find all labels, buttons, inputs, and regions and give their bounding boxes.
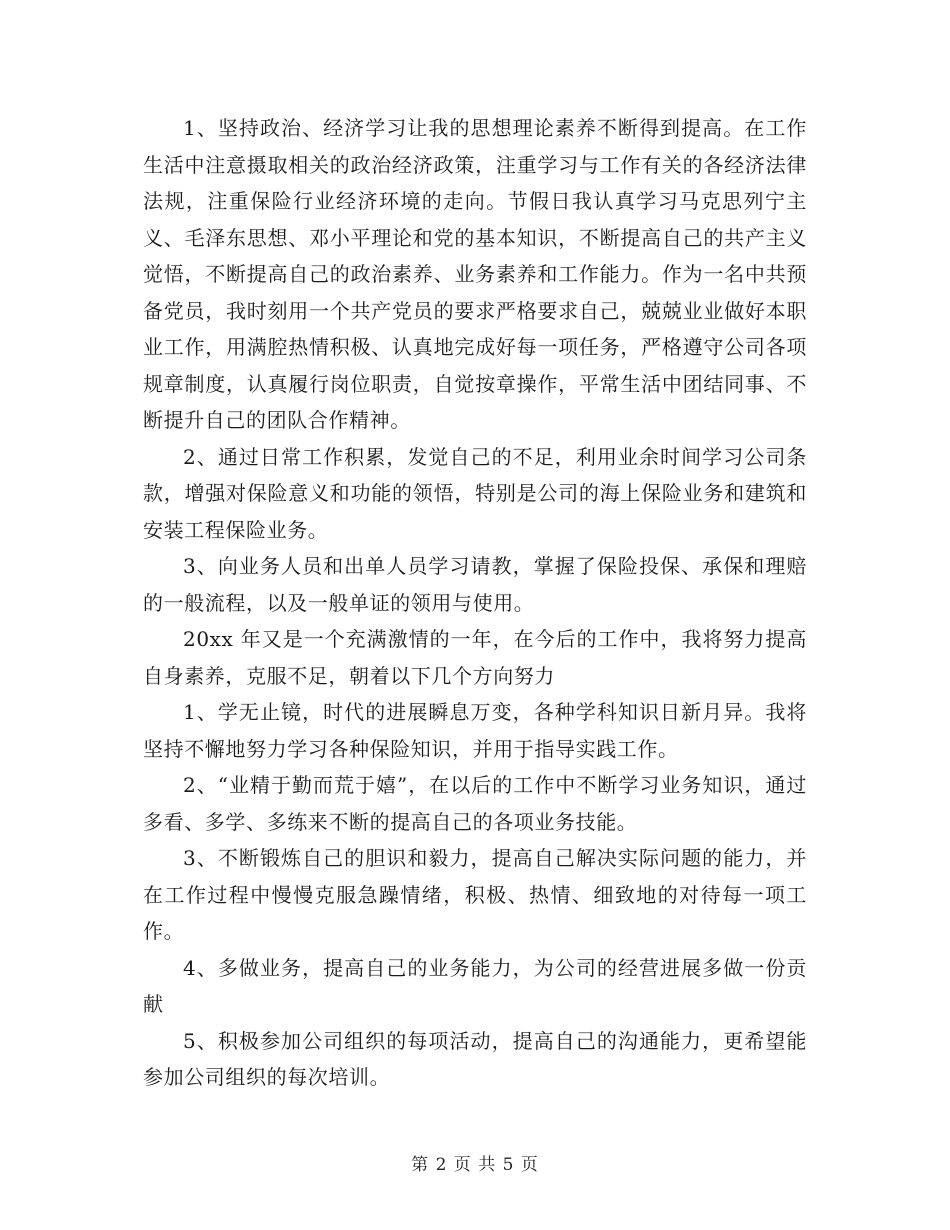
- paragraph-goal-5: 5、积极参加公司组织的每项活动，提高自己的沟通能力，更希望能参加公司组织的每次培训。: [143, 1028, 807, 1089]
- page-number-footer: 第 2 页 共 5 页: [411, 1155, 539, 1175]
- paragraph-new-year-goals: 20xx 年又是一个充满激情的一年，在今后的工作中，我将努力提高自身素养，克服不足，朝着以下几个方向努力: [143, 627, 807, 688]
- paragraph-learn-from-staff: 3、向业务人员和出单人员学习请教，掌握了保险投保、承保和理赔的一般流程，以及一般单证的领用与使用。: [143, 554, 807, 615]
- paragraph-goal-3: 3、不断锻炼自己的胆识和毅力，提高自己解决实际问题的能力，并在工作过程中慢慢克服急躁情绪，积极、热情、细致地的对待每一项工作。: [143, 846, 807, 943]
- paragraph-work-accumulation: 2、通过日常工作积累，发觉自己的不足，利用业余时间学习公司条款，增强对保险意义和功能的领悟，特别是公司的海上保险业务和建筑和安装工程保险业务。: [143, 444, 807, 542]
- document-body: [143, 110, 807, 1096]
- paragraph-goal-4: 4、多做业务，提高自己的业务能力，为公司的经营进展多做一份贡献: [143, 955, 807, 1016]
- paragraph-goal-2: 2、“业精于勤而荒于嬉”，在以后的工作中不断学习业务知识，通过多看、多学、多练来不断的提高自己的各项业务技能。: [143, 773, 807, 834]
- paragraph-goal-1: 1、学无止镜，时代的进展瞬息万变，各种学科知识日新月异。我将坚持不懈地努力学习各种保险知识，并用于指导实践工作。: [143, 700, 807, 761]
- paragraph-political-study: 1、坚持政治、经济学习让我的思想理论素养不断得到提高。在工作生活中注意摄取相关的政治经济政策，注重学习与工作有关的各经济法律法规，注重保险行业经济环境的走向。节假日我认真学习马克思列宁主义、毛泽东思想、邓小平理论和党的基本知识，不断提高自己的共产主义觉悟，不断提高自己的政治素养、业务素养和工作能力。作为一名中共预备党员，我时刻用一个共产党员的要求严格要求自己，兢兢业业做好本职业工作，用满腔热情积极、认真地完成好每一项任务，严格遵守公司各项规章制度，认真履行岗位职责，自觉按章操作，平常生活中团结同事、不断提升自己的团队合作精神。: [143, 116, 807, 432]
